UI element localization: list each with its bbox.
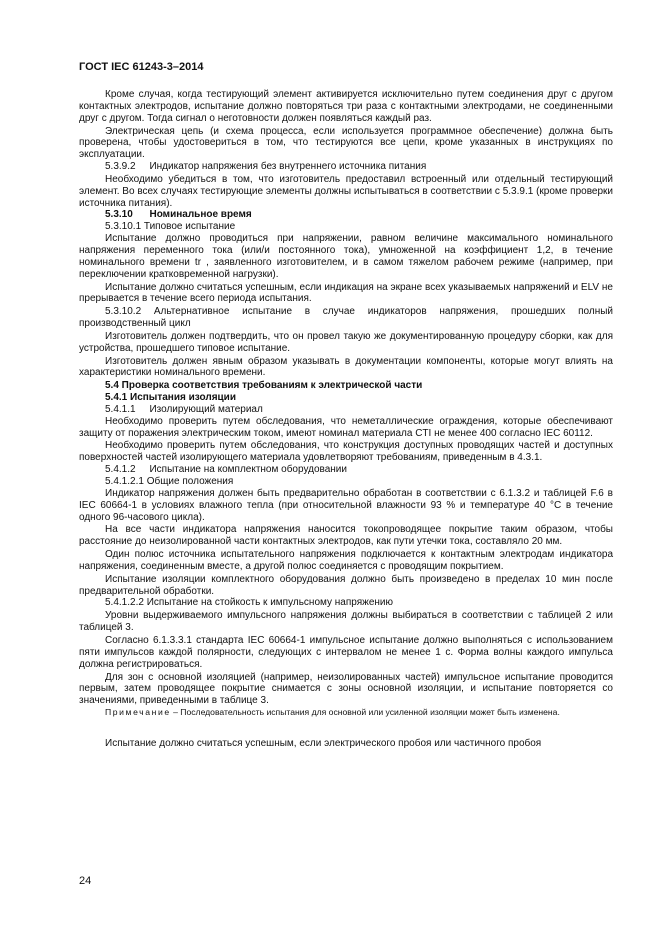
subsection-heading: 5.3.9.2 Индикатор напряжения без внутреннего источника питания xyxy=(105,161,427,173)
subsection-heading: 5.3.10.1 Типовое испытание xyxy=(105,221,236,233)
paragraph: Испытание изоляции комплектного оборудования должно быть произведено в пределах 10 мин после предварительной обработки. xyxy=(79,573,613,597)
paragraph: Необходимо проверить путем обследования, что неметаллические ограждения, которые обеспечивают защиту от поражения электрическим током, имеют номинал материала CTI не менее 400 согласно IEC 60112. xyxy=(79,415,613,439)
paragraph: Необходимо убедиться в том, что изготовитель предоставил встроенный или отдельный тестирующий элемент. Во всех случаях тестирующие элементы должны испытываться в соответствии с 5.3.9.1 (кроме проверки источника питания). xyxy=(79,173,613,209)
page-number: 24 xyxy=(79,875,92,887)
paragraph: Кроме случая, когда тестирующий элемент активируется исключительно путем соединения друг с другом контактных электродов, испытание должно повторяться три раза с контактными электродами, не соединенными друг с другом. Тогда сигнал о неготовности должен появляться каждый раз. xyxy=(79,89,613,124)
paragraph: Согласно 6.1.3.3.1 стандарта IEC 60664-1 импульсное испытание должно выполняться с использованием пяти импульсов каждой полярности, следующих с интервалом не менее 1 с. Форма волны каждого импульса должна регистрироваться. xyxy=(79,634,613,670)
paragraph: Для зон с основной изоляцией (например, неизолированных частей) импульсное испытание проводится первым, затем проводящее покрытие снимается с зоны основной изоляции, и испытание повторяется со значениями, приведенными в таблице 3. xyxy=(79,671,613,707)
paragraph: Электрическая цепь (и схема процесса, если используется программное обеспечение) должна быть проверена, чтобы удостовериться в том, что тестируются все цепи, кроме указанных в инструкциях по эксплуатации. xyxy=(79,125,613,161)
paragraph: Необходимо проверить путем обследования, что конструкция доступных проводящих частей и доступных поверхностей частей изолирующего материала удовлетворяют требованиям, приведенным в 4.3.1. xyxy=(79,440,613,464)
paragraph: Испытание должно проводиться при напряжении, равном величине максимального номинального напряжения переменного тока (или/и постоянного тока), умноженной на коэффициент 1,2, в течение номинального времени tr , заявленного изготовителем, и в самом тяжелом рабочем режиме (например, при переключении кратковременной нагрузки). xyxy=(79,233,613,280)
paragraph: Уровни выдерживаемого импульсного напряжения должны выбираться в соответствии с таблицей 2 или таблицей 3. xyxy=(79,610,613,634)
paragraph: Изготовитель должен подтвердить, что он провел такую же документированную процедуру сборки, как для устройства, прошедшего типовое испытание. xyxy=(79,330,613,354)
note xyxy=(79,707,613,718)
note-text: – Последовательность испытания для основной или усиленной изоляции может быть изменена. xyxy=(170,707,560,718)
subsection-heading: 5.4.1.1 Изолирующий материал xyxy=(105,403,263,415)
paragraph: Один полюс источника испытательного напряжения подключается к контактным электродам индикатора напряжения, соединенным вместе, а другой полюс соединяется с проводящим покрытием. xyxy=(79,549,613,572)
paragraph: Индикатор напряжения должен быть предварительно обработан в соответствии с 6.1.3.2 и таблицей F.6 в IEC 60664-1 в условиях влажного тепла (при относительной влажности 93 % и температуре 40 °C в течение одного 96-часового цикла). xyxy=(79,487,613,523)
note-label: Примечание xyxy=(105,707,171,718)
paragraph: Изготовитель должен явным образом указывать в документации компоненты, которые могут влиять на характеристики номинального времени. xyxy=(79,355,613,379)
subsection-heading: 5.4.1.2 Испытание на комплектном оборудовании xyxy=(105,464,347,476)
subsection-heading: 5.4.1.2.2 Испытание на стойкость к импульсному напряжению xyxy=(105,597,393,609)
section-heading: 5.4.1 Испытания изоляции xyxy=(105,392,236,404)
paragraph: На все части индикатора напряжения наносится токопроводящее покрытие таким образом, чтобы расстояние до неизолированной части контактных электродов, как пути утечки тока, составляло 20 мм. xyxy=(79,524,613,548)
subsection-heading: 5.4.1.2.1 Общие положения xyxy=(105,476,234,487)
document-header: ГОСТ IEC 61243-3–2014 xyxy=(79,61,204,73)
section-heading: 5.4 Проверка соответствия требованиям к электрической части xyxy=(105,380,423,392)
subsection-heading: 5.3.10.2 Альтернативное испытание в случае индикаторов напряжения, прошедших полный производственный цикл xyxy=(79,306,613,330)
section-heading: 5.3.10 Номинальное время xyxy=(105,209,252,221)
paragraph: Испытание должно считаться успешным, если индикация на экране всех указываемых напряжений и ELV не прерывается в течение всего периода испытания. xyxy=(79,281,613,305)
paragraph: Испытание должно считаться успешным, если электрического пробоя или частичного пробоя xyxy=(105,738,542,750)
document-body xyxy=(79,89,613,750)
